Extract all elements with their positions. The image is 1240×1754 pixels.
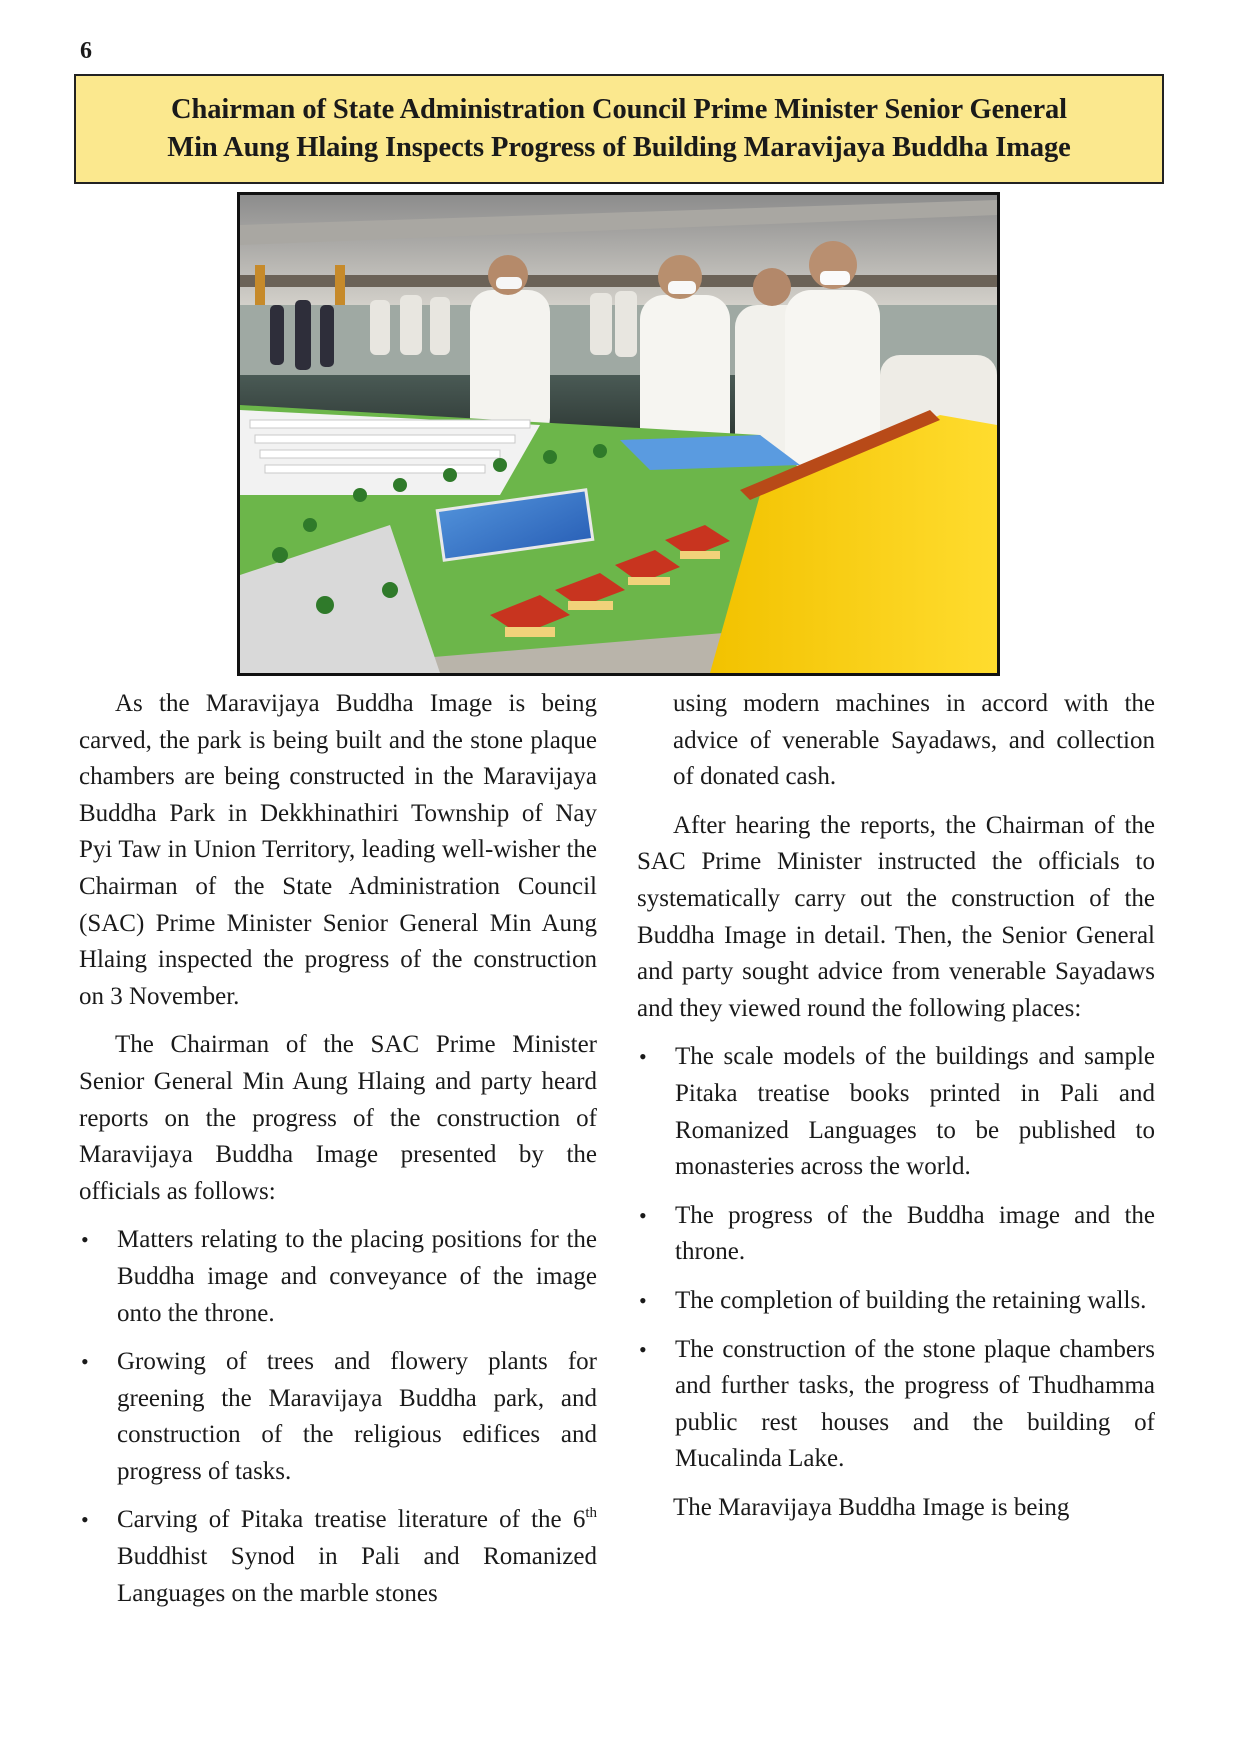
- ordinal-superscript: th: [585, 1505, 597, 1522]
- bullet-icon: •: [639, 1044, 647, 1070]
- right-column: [637, 686, 1155, 1538]
- list-item-text: Matters relating to the placing positions for the Buddha image and conveyance of the image onto the throne.: [117, 1226, 597, 1327]
- list-item-text: The completion of building the retaining walls.: [675, 1286, 1147, 1314]
- bullet-icon: •: [639, 1202, 647, 1228]
- list-item: [637, 1283, 1155, 1320]
- reports-paragraph: The Chairman of the SAC Prime Minister Senior General Min Aung Hlaing and party heard reports on the progress of the construction of Maravijaya Buddha Image presented by the officials as follows:: [79, 1031, 597, 1205]
- continuation-paragraph: using modern machines in accord with the advice of venerable Sayadaws, and collection of donated cash.: [673, 690, 1155, 791]
- list-item: [637, 1332, 1155, 1478]
- headline-box: [74, 74, 1164, 184]
- closing-paragraph: The Maravijaya Buddha Image is being: [673, 1493, 1070, 1521]
- list-item: [79, 1344, 597, 1490]
- headline-line-2: Min Aung Hlaing Inspects Progress of Building Maravijaya Buddha Image: [167, 132, 1071, 163]
- list-item-text: Growing of trees and flowery plants for greening the Maravijaya Buddha park, and construction of the religious edifices and progress of tasks.: [117, 1348, 597, 1485]
- list-item-text-before: Carving of Pitaka treatise literature of the 6: [117, 1506, 586, 1534]
- bullet-icon: •: [81, 1507, 89, 1533]
- list-item: [637, 1039, 1155, 1185]
- places-bullet-list: [637, 1039, 1155, 1478]
- bullet-icon: •: [639, 1287, 647, 1313]
- bullet-icon: •: [81, 1227, 89, 1253]
- bullet-icon: •: [639, 1336, 647, 1362]
- list-item: [79, 1222, 597, 1332]
- bullet-icon: •: [81, 1349, 89, 1375]
- list-item-text: The scale models of the buildings and sample Pitaka treatise books printed in Pali and Romanized Languages to be published to monasteries across the world.: [675, 1043, 1155, 1181]
- news-photo: [237, 192, 1000, 676]
- instructions-paragraph: After hearing the reports, the Chairman of the SAC Prime Minister instructed the officials to systematically carry out the construction of the Buddha Image in detail. Then, the Senior General and party sought advice from venerable Sayadaws and they viewed round the following places:: [637, 811, 1155, 1022]
- list-item: [79, 1502, 597, 1612]
- list-item-text: The progress of the Buddha image and the throne.: [675, 1201, 1155, 1266]
- intro-paragraph: As the Maravijaya Buddha Image is being carved, the park is being built and the stone plaque chambers are being constructed in the Maravijaya Buddha Park in Dekkhinathiri Township of Nay Pyi Taw in Union Territory, leading well-wisher the Chairman of the State Administration Council (SAC) Prime Minister Senior General Min Aung Hlaing inspected the progress of the construction on 3 November.: [79, 690, 597, 1010]
- page-number: 6: [80, 38, 92, 64]
- headline-line-1: Chairman of State Administration Council Prime Minister Senior General: [171, 94, 1067, 125]
- reports-bullet-list: [79, 1222, 597, 1612]
- left-column: [79, 686, 597, 1624]
- list-item-text-after: Buddhist Synod in Pali and Romanized Languages on the marble stones: [117, 1543, 597, 1607]
- list-item-text: The construction of the stone plaque chambers and further tasks, the progress of Thudhamma public rest houses and the building of Mucalinda Lake.: [675, 1335, 1155, 1473]
- list-item: [637, 1198, 1155, 1271]
